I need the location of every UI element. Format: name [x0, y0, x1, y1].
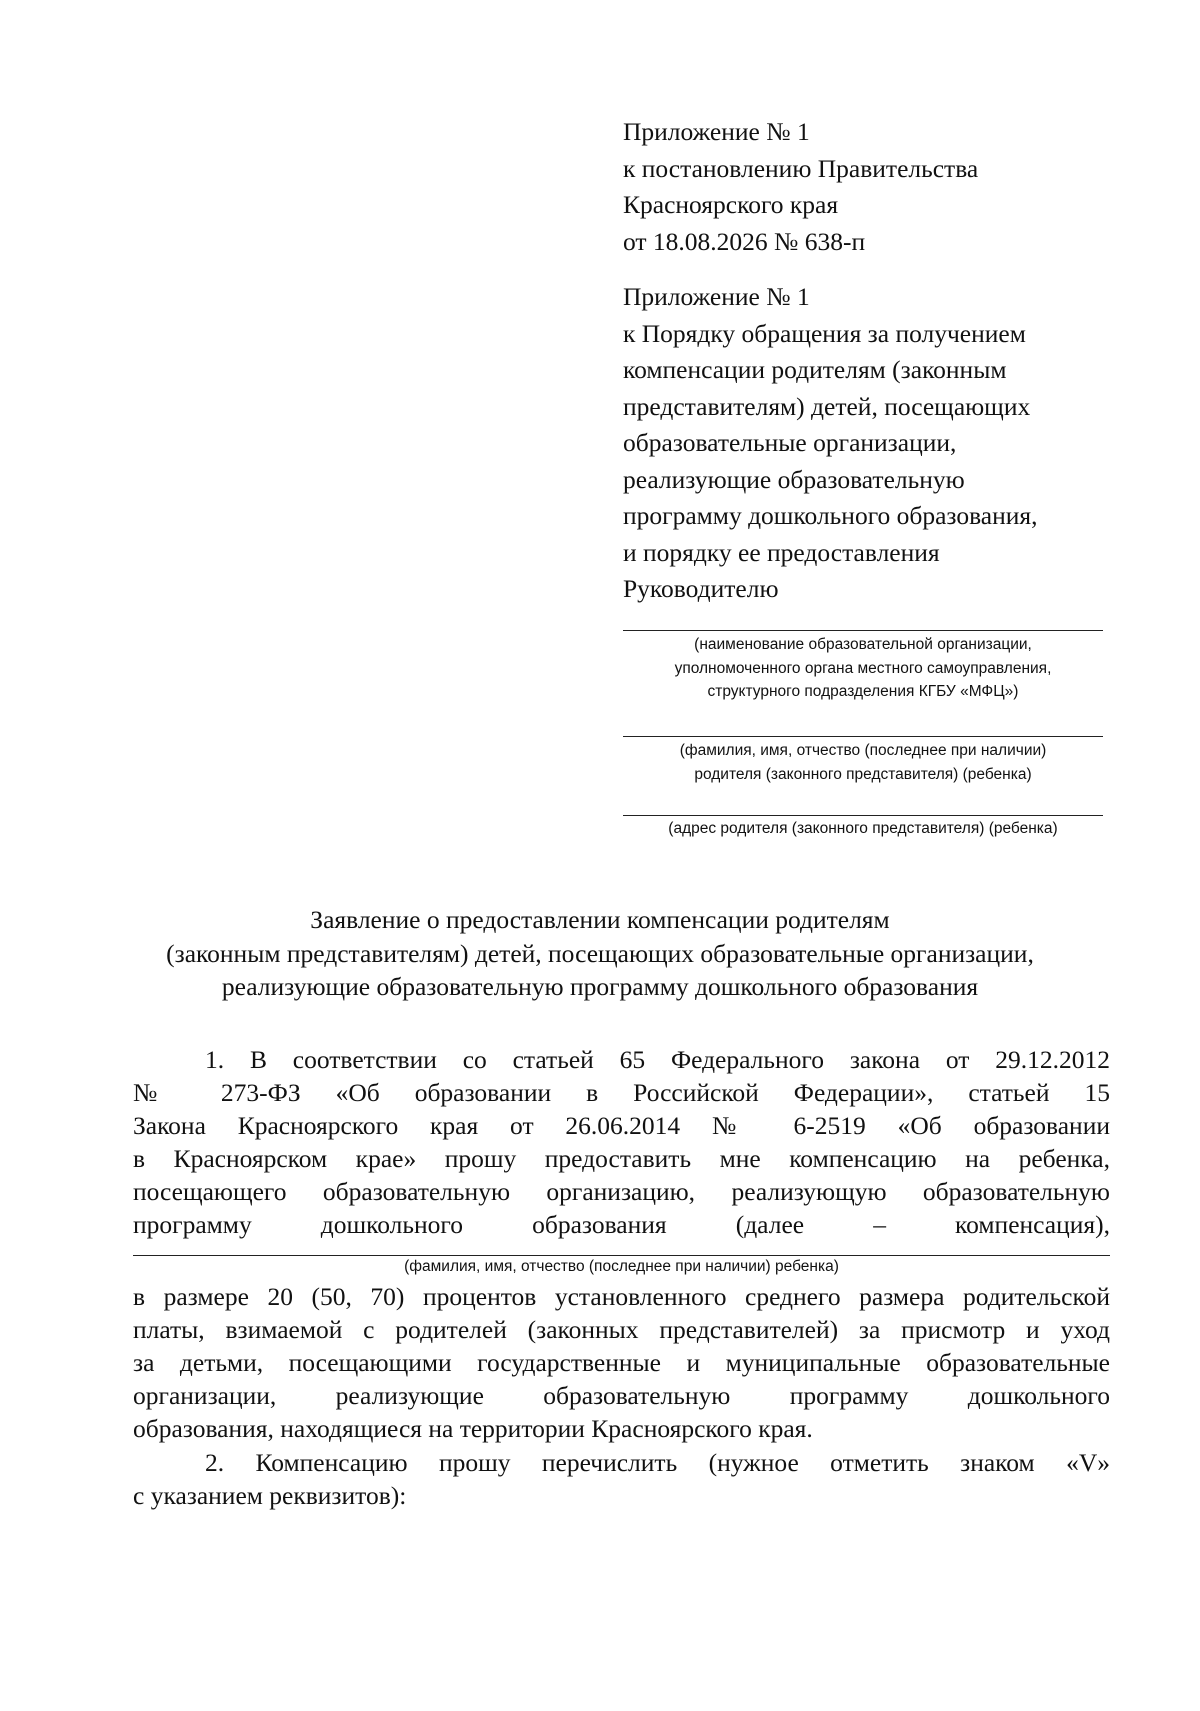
title-line: реализующие образовательную программу дошкольного образования [221, 972, 979, 1001]
paragraph-line: в Красноярском крае» прошу предоставить мне компенсацию на ребенка, [133, 1144, 1110, 1173]
caption-line: уполномоченного органа местного самоуправления, [674, 659, 1052, 677]
paragraph-line: № 273-ФЗ «Об образовании в Российской Федерации», статьей 15 [133, 1078, 1110, 1107]
caption-line: (адрес родителя (законного представителя) (ребенка) [668, 820, 1058, 837]
address-line[interactable] [623, 815, 1103, 816]
appendix-line: Приложение № 1 [623, 282, 810, 311]
organization-name-line[interactable] [623, 630, 1103, 631]
paragraph-line: в размере 20 (50, 70) процентов установленного среднего размера родительской [133, 1282, 1110, 1311]
paragraph-line: посещающего образовательную организацию, реализующую образовательную [133, 1177, 1110, 1206]
appendix-line: и порядку ее предоставления [623, 537, 940, 567]
appendix-line: реализующие образовательную [623, 464, 965, 494]
parent-name-caption [623, 739, 1103, 786]
addressee-heading: Руководителю [623, 574, 779, 603]
appendix-to-procedure [623, 279, 1093, 571]
appendix-line: от 18.08.2026 № 638-п [623, 226, 866, 256]
paragraph-line: организации, реализующие образовательную программу дошкольного [133, 1381, 1110, 1410]
child-name-caption: (фамилия, имя, отчество (последнее при наличии) ребенка) [404, 1258, 839, 1275]
appendix-line: программу дошкольного образования, [623, 501, 1038, 530]
caption-line: родителя (законного представителя) (ребенка) [694, 765, 1032, 783]
paragraph-1-continuation [133, 1280, 1110, 1445]
paragraph-line: Закона Красноярского края от 26.06.2014 № 6-2519 «Об образовании [133, 1111, 1110, 1140]
paragraph-line: программу дошкольного образования (далее – компенсация), [133, 1210, 1110, 1239]
paragraph-2 [133, 1446, 1110, 1512]
appendix-line: к постановлению Правительства [623, 153, 979, 183]
caption-line: (фамилия, имя, отчество (последнее при наличии) [679, 742, 1047, 759]
paragraph-1-intro [133, 1043, 1110, 1241]
caption-line: (наименование образовательной организации, [694, 636, 1032, 653]
paragraph-line: 1. В соответствии со статьей 65 Федерального закона от 29.12.2012 [205, 1045, 1110, 1074]
caption-line: структурного подразделения КГБУ «МФЦ») [707, 683, 1019, 700]
parent-name-line[interactable] [623, 736, 1103, 737]
organization-caption [623, 633, 1103, 704]
child-name-line[interactable] [133, 1255, 1110, 1256]
appendix-line: образовательные организации, [623, 428, 957, 457]
paragraph-line: образования, находящиеся на территории Красноярского края. [133, 1414, 813, 1443]
paragraph-line: за детьми, посещающими государственные и муниципальные образовательные [133, 1348, 1110, 1377]
appendix-line: компенсации родителям (законным [623, 355, 1007, 384]
paragraph-line: платы, взимаемой с родителей (законных представителей) за присмотр и уход [133, 1315, 1110, 1344]
title-line: Заявление о предоставлении компенсации родителям [310, 905, 890, 934]
title-line: (законным представителям) детей, посещающих образовательные организации, [166, 938, 1034, 968]
statement-title [100, 903, 1100, 1004]
address-caption [623, 817, 1103, 841]
appendix-line: Приложение № 1 [623, 117, 810, 146]
appendix-line: к Порядку обращения за получением [623, 318, 1026, 348]
paragraph-line: с указанием реквизитов): [133, 1481, 407, 1510]
appendix-line: Красноярского края [623, 190, 839, 219]
addressee-label [623, 571, 1093, 608]
paragraph-line: 2. Компенсацию прошу перечислить (нужное отметить знаком «V» [205, 1448, 1110, 1477]
appendix-to-resolution [623, 114, 1093, 260]
appendix-line: представителям) детей, посещающих [623, 391, 1031, 421]
